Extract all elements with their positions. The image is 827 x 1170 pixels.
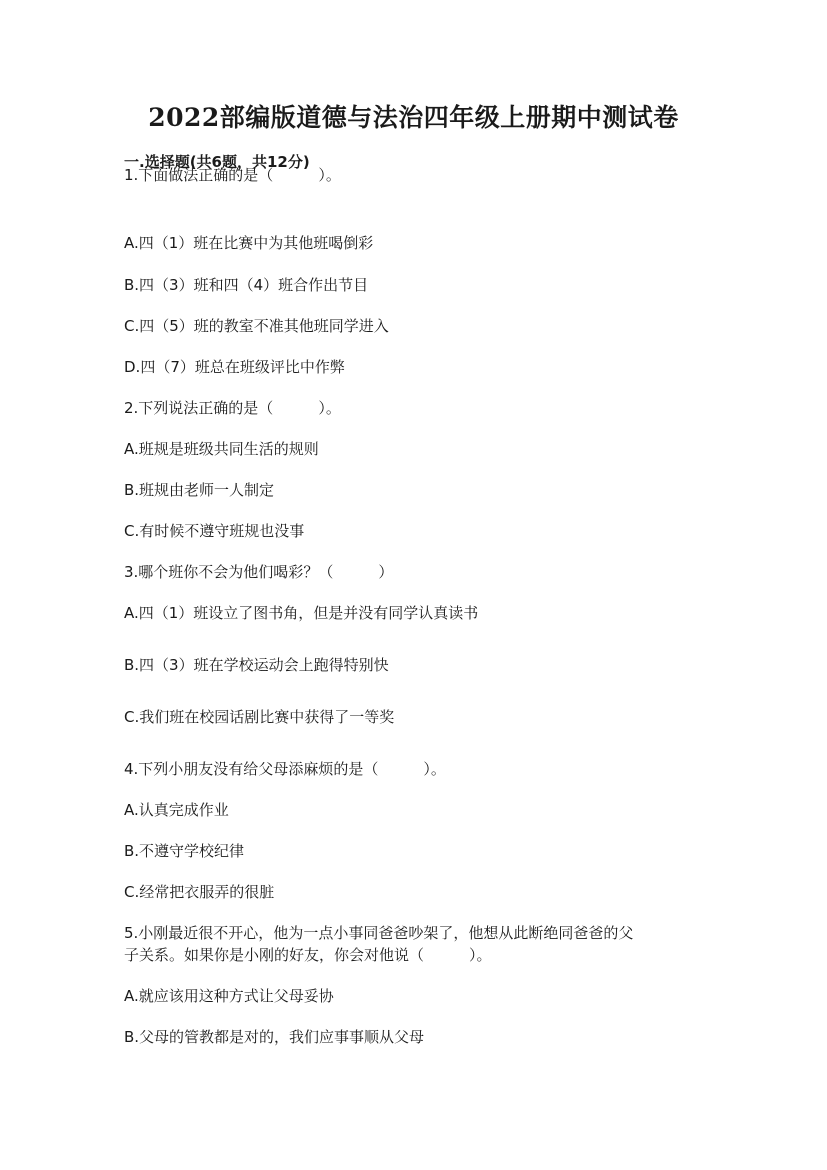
question-4-option-a: A.认真完成作业 [124, 801, 229, 819]
question-1-option-c: C.四（5）班的教室不准其他班同学进入 [124, 317, 389, 335]
question-4-stem: 4.下列小朋友没有给父母添麻烦的是（ ）。 [124, 760, 446, 778]
question-1-option-a: A.四（1）班在比赛中为其他班喝倒彩 [124, 234, 374, 252]
question-2-stem: 2.下列说法正确的是（ ）。 [124, 399, 341, 417]
question-3-stem: 3.哪个班你不会为他们喝彩？（ ） [124, 563, 394, 581]
question-3-option-a: A.四（1）班设立了图书角，但是并没有同学认真读书 [124, 604, 479, 622]
question-2-option-b: B.班规由老师一人制定 [124, 481, 275, 499]
page-title: 2022部编版道德与法治四年级上册期中测试卷 [148, 103, 679, 132]
question-1-option-b: B.四（3）班和四（4）班合作出节目 [124, 276, 369, 294]
question-4-option-c: C.经常把衣服弄的很脏 [124, 883, 275, 901]
question-5-stem-line-2: 子关系。如果你是小刚的好友，你会对他说（ ）。 [124, 946, 492, 964]
question-3-option-b: B.四（3）班在学校运动会上跑得特别快 [124, 656, 389, 674]
question-4-option-b: B.不遵守学校纪律 [124, 842, 245, 860]
question-5-option-a: A.就应该用这种方式让父母妥协 [124, 987, 334, 1005]
question-2-option-a: A.班规是班级共同生活的规则 [124, 440, 319, 458]
question-5-option-b: B.父母的管教都是对的，我们应事事顺从父母 [124, 1028, 425, 1046]
section-heading: 一.选择题(共6题，共12分) [124, 153, 310, 171]
question-2-option-c: C.有时候不遵守班规也没事 [124, 522, 305, 540]
question-1-stem: 1.下面做法正确的是（ ）。 [124, 166, 341, 184]
question-5-stem-line-1: 5.小刚最近很不开心，他为一点小事同爸爸吵架了，他想从此断绝同爸爸的父 [124, 924, 634, 942]
question-1-option-d: D.四（7）班总在班级评比中作弊 [124, 358, 345, 376]
question-3-option-c: C.我们班在校园话剧比赛中获得了一等奖 [124, 708, 395, 726]
